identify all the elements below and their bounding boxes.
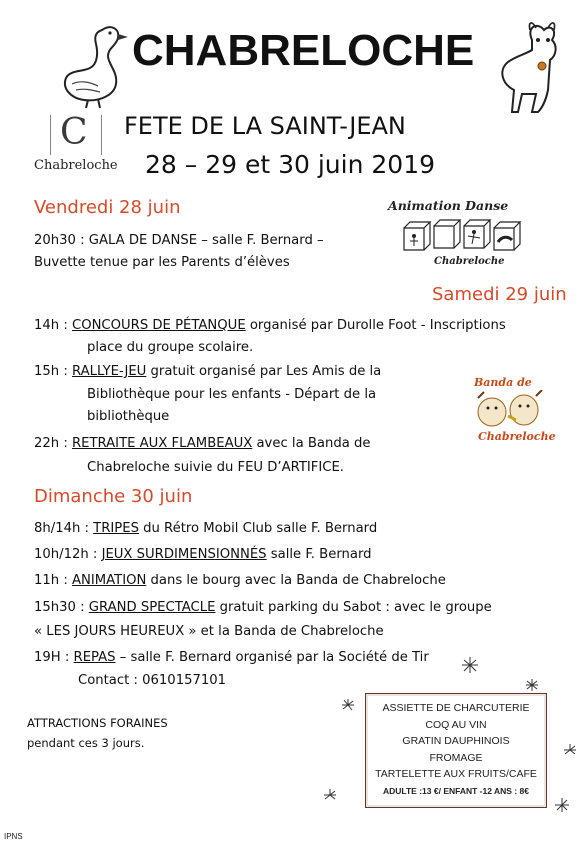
- event-detail: gratuit organisé par Les Amis de la: [146, 364, 382, 379]
- day-heading-saturday: Samedi 29 juin: [432, 284, 567, 305]
- event-detail: – salle F. Bernard –: [197, 233, 324, 248]
- sunday-event-4-line-2: « LES JOURS HEUREUX » et la Banda de Chabreloche: [34, 624, 384, 639]
- saturday-event-3: [34, 436, 370, 451]
- sunday-event-4: [34, 600, 492, 615]
- event-name: GALA DE DANSE: [88, 233, 198, 248]
- ipns-mention: IPNS: [4, 832, 23, 841]
- goat-illustration: [492, 20, 568, 118]
- menu-item: TARTELETTE AUX FRUITS/CAFE: [375, 768, 537, 780]
- time-label: 11h :: [34, 573, 68, 588]
- sunday-event-3: [34, 573, 446, 588]
- event-name: GRAND SPECTACLE: [88, 600, 216, 615]
- saturday-event-2: [34, 364, 381, 379]
- event-name: CONCOURS DE PÉTANQUE: [71, 318, 246, 333]
- time-label: 15h :: [34, 364, 68, 379]
- event-name: ANIMATION: [71, 573, 147, 588]
- menu-item: GRATIN DAUPHINOIS: [402, 735, 510, 747]
- friday-line-2: Buvette tenue par les Parents d’élèves: [34, 255, 290, 270]
- time-label: 14h :: [34, 318, 68, 333]
- village-logo-letter: C: [60, 112, 88, 153]
- time-label: 15h30 :: [34, 600, 85, 615]
- saturday-event-2-line-3: bibliothèque: [87, 409, 170, 424]
- menu-prices: ADULTE :13 €/ ENFANT -12 ANS : 8€: [383, 785, 529, 796]
- sunday-event-1: [34, 521, 377, 536]
- dance-cubes-icon: [402, 216, 522, 256]
- menu-item: ASSIETTE DE CHARCUTERIE: [382, 702, 530, 714]
- banda-logo-bottom: Chabreloche: [478, 430, 556, 443]
- banda-musicians-icon: [470, 390, 550, 430]
- attractions-line-2: pendant ces 3 jours.: [27, 736, 145, 750]
- time-label: 8h/14h :: [34, 521, 89, 536]
- time-label: 22h :: [34, 436, 68, 451]
- event-detail: salle F. Bernard: [266, 547, 372, 562]
- event-detail: gratuit parking du Sabot : avec le groupe: [215, 600, 492, 615]
- day-heading-friday: Vendredi 28 juin: [34, 197, 181, 218]
- event-detail: dans le bourg avec la Banda de Chabreloche: [146, 573, 446, 588]
- banda-logo: [450, 376, 570, 446]
- saturday-event-2-line-2: Bibliothèque pour les enfants - Départ de la: [87, 387, 377, 402]
- time-label: 19H :: [34, 650, 70, 665]
- time-label: 10h/12h :: [34, 547, 98, 562]
- goose-illustration: [58, 22, 130, 110]
- event-detail: – salle F. Bernard organisé par la Société de Tir: [115, 650, 429, 665]
- event-dates: 28 – 29 et 30 juin 2019: [145, 150, 436, 179]
- event-detail: du Rétro Mobil Club salle F. Bernard: [138, 521, 378, 536]
- saturday-event-3-line-2: Chabreloche suivie du FEU D’ARTIFICE.: [87, 460, 344, 475]
- event-detail: avec la Banda de: [252, 436, 371, 451]
- menu-card: [365, 693, 547, 808]
- time-label: 20h30 :: [34, 233, 85, 248]
- friday-line-1: [34, 233, 324, 248]
- day-heading-sunday: Dimanche 30 juin: [34, 486, 193, 507]
- saturday-event-1-line-2: place du groupe scolaire.: [87, 340, 254, 355]
- banda-logo-top: Banda de: [474, 376, 532, 389]
- badge-subtitle: Chabreloche: [434, 256, 505, 267]
- event-name: TRIPES: [93, 521, 139, 536]
- event-name: REPAS: [73, 650, 116, 665]
- event-name: RALLYE-JEU: [71, 364, 147, 379]
- event-detail: organisé par Durolle Foot - Inscriptions: [245, 318, 506, 333]
- page-title: CHABRELOCHE: [132, 26, 475, 75]
- animation-danse-badge: [384, 198, 524, 274]
- contact-line: Contact : 0610157101: [78, 673, 227, 688]
- event-name: RETRAITE AUX FLAMBEAUX: [71, 436, 253, 451]
- attractions-line-1: ATTRACTIONS FORAINES: [27, 716, 168, 730]
- event-title: FETE DE LA SAINT-JEAN: [124, 112, 406, 140]
- sunday-event-2: [34, 547, 372, 562]
- menu-item: COQ AU VIN: [425, 718, 487, 731]
- event-name: JEUX SURDIMENSIONNÉS: [101, 547, 267, 562]
- badge-title: Animation Danse: [388, 198, 509, 213]
- village-logo-text: Chabreloche: [34, 158, 118, 173]
- menu-item: FROMAGE: [429, 751, 483, 764]
- saturday-event-1: [34, 318, 506, 333]
